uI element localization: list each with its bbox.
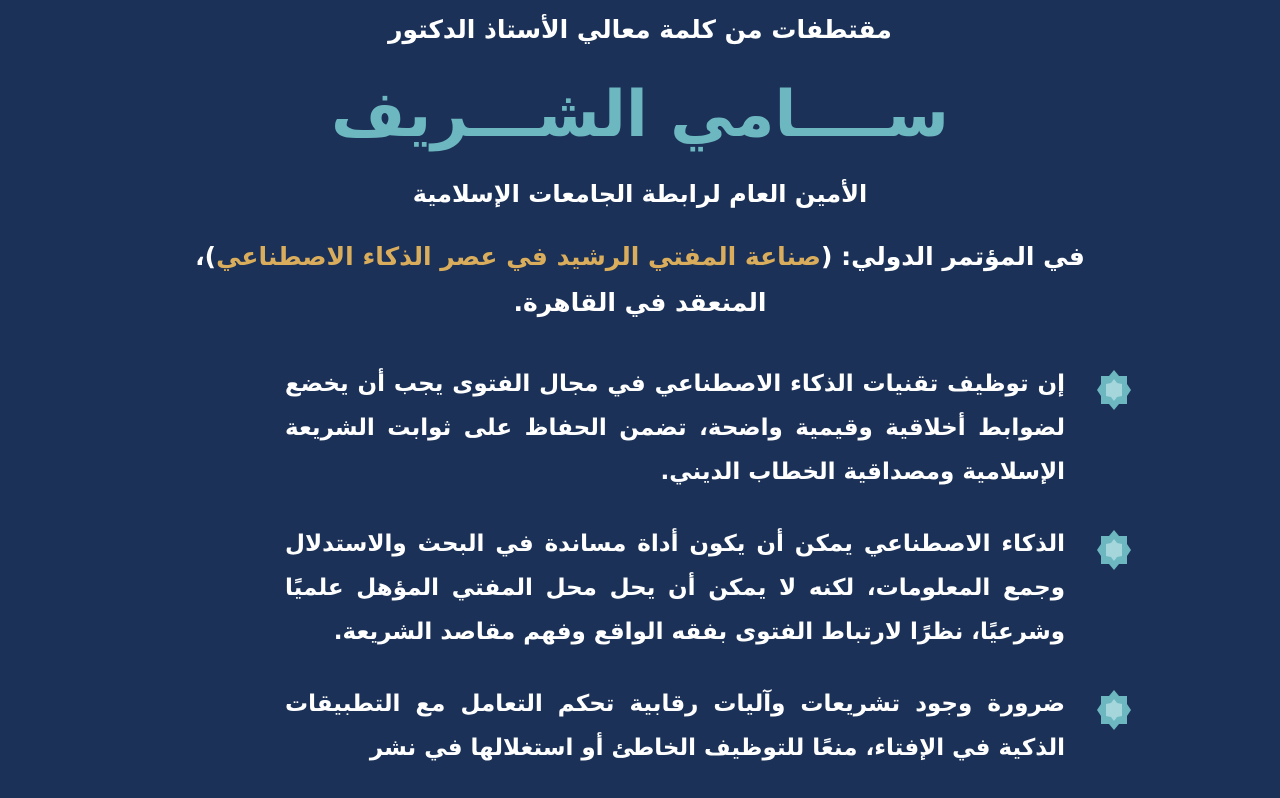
bullet-text: إن توظيف تقنيات الذكاء الاصطناعي في مجال الفتوى يجب أن يخضع لضوابط أخلاقية وقيمية واضحة، تضمن الحفاظ على ثوابت الشريعة الإسلامية ومصداقية الخطاب الديني.: [285, 371, 1065, 485]
bullet-text: ضرورة وجود تشريعات وآليات رقابية تحكم التعامل مع التطبيقات الذكية في الإفتاء، منعًا للتوظيف الخاطئ أو استغلالها في نشر: [285, 691, 1065, 761]
conference-prefix: في المؤتمر الدولي: (: [820, 242, 1085, 271]
ornament-bullet-icon: [1097, 370, 1131, 410]
list-item: [285, 522, 1065, 654]
conference-info: [0, 234, 1280, 326]
ornament-bullet-icon: [1097, 530, 1131, 570]
conference-location: المنعقد في القاهرة.: [513, 288, 767, 317]
bullet-text: الذكاء الاصطناعي يمكن أن يكون أداة مساندة في البحث والاستدلال وجمع المعلومات، لكنه لا يمكن أن يحل محل المفتي المؤهل علميًا وشرعيًا، نظرًا لارتباط الفتوى بفقه الواقع وفهم مقاصد الشريعة.: [285, 531, 1065, 645]
list-item: [285, 682, 1065, 770]
ornament-bullet-icon: [1097, 690, 1131, 730]
intro-line: مقتطفات من كلمة معالي الأستاذ الدكتور: [388, 15, 892, 44]
conference-suffix: )،: [195, 242, 217, 271]
speaker-title: الأمين العام لرابطة الجامعات الإسلامية: [412, 180, 868, 208]
conference-name: صناعة المفتي الرشيد في عصر الذكاء الاصطناعي: [216, 242, 821, 271]
bullet-list: [285, 362, 1065, 798]
conference-line: [0, 234, 1280, 280]
speaker-name: ســــامي الشـــريف: [331, 78, 949, 152]
list-item: [285, 362, 1065, 494]
